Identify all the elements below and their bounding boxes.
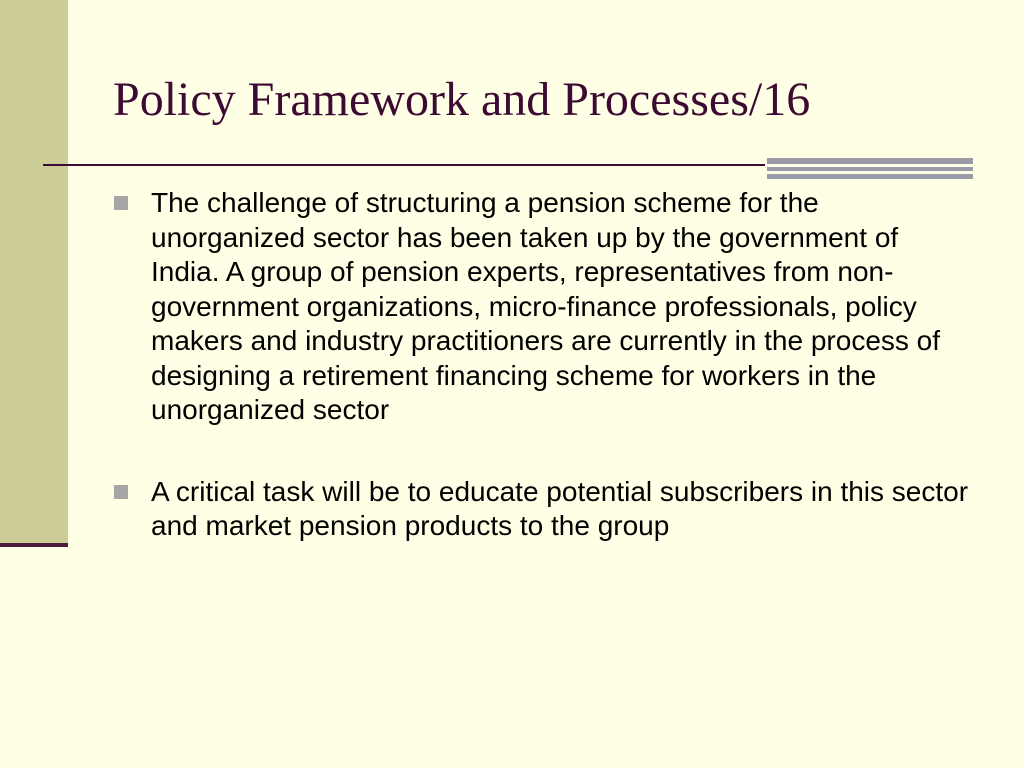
left-decorative-band — [0, 0, 68, 544]
bullet-item-critical-task — [113, 475, 973, 544]
slide-title: Policy Framework and Processes/16 — [113, 73, 811, 126]
title-underline — [43, 164, 765, 166]
square-bullet-icon — [114, 485, 128, 499]
accent-bar-middle — [767, 167, 973, 171]
accent-bar-top — [767, 158, 973, 164]
accent-bar-bottom — [767, 174, 973, 179]
square-bullet-icon — [114, 196, 128, 210]
left-decorative-rule — [0, 543, 68, 547]
slide-content — [113, 186, 973, 544]
bullet-text: The challenge of structuring a pension scheme for the unorganized sector has been taken up by the government of India. A group of pension experts, representatives from non-government organizations, micro-finance professionals, policy makers and industry practitioners are currently in the process of designing a retirement financing scheme for workers in the unorganized sector — [151, 187, 941, 425]
bullet-item-challenge — [113, 186, 973, 428]
bullet-text: A critical task will be to educate potential subscribers in this sector and market pension products to the group — [151, 475, 969, 541]
